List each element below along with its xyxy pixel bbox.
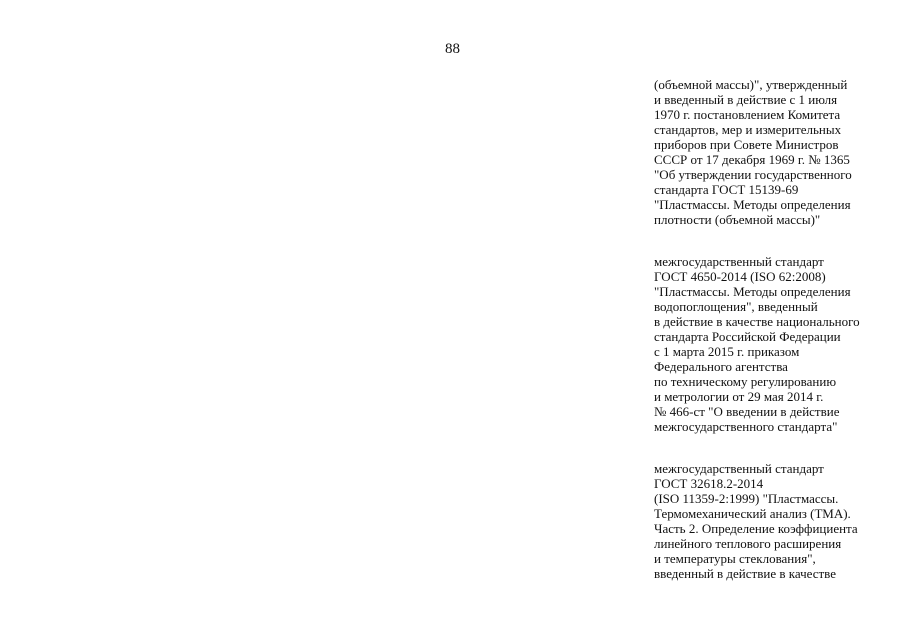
text-line: и введенный в действие с 1 июля bbox=[654, 92, 838, 107]
text-line: водопоглощения", введенный bbox=[654, 299, 818, 314]
text-line: введенный в действие в качестве bbox=[654, 566, 837, 581]
text-line: (объемной массы)", утвержденный bbox=[654, 77, 848, 92]
text-line: Часть 2. Определение коэффициента bbox=[654, 521, 858, 536]
text-line: Федерального агентства bbox=[654, 359, 788, 374]
text-line: "Пластмассы. Методы определения bbox=[654, 284, 851, 299]
text-line: ГОСТ 32618.2-2014 bbox=[654, 476, 764, 491]
text-line: 1970 г. постановлением Комитета bbox=[654, 107, 841, 122]
text-line: ГОСТ 4650-2014 (ISO 62:2008) bbox=[654, 269, 826, 284]
text-line: межгосударственный стандарт bbox=[654, 461, 824, 476]
text-line: "Об утверждении государственного bbox=[654, 167, 852, 182]
text-line: стандарта Российской Федерации bbox=[654, 329, 841, 344]
text-line: (ISO 11359-2:1999) "Пластмассы. bbox=[654, 491, 839, 506]
text-line: плотности (объемной массы)" bbox=[654, 212, 821, 227]
text-line: межгосударственного стандарта" bbox=[654, 419, 838, 434]
text-line: и метрологии от 29 мая 2014 г. bbox=[654, 389, 824, 404]
text-line: Термомеханический анализ (ТМА). bbox=[654, 506, 851, 521]
text-line: стандарта ГОСТ 15139-69 bbox=[654, 182, 799, 197]
text-line: приборов при Совете Министров bbox=[654, 137, 839, 152]
text-line: в действие в качестве национального bbox=[654, 314, 860, 329]
text-line: с 1 марта 2015 г. приказом bbox=[654, 344, 800, 359]
paragraph-gost-4650 bbox=[654, 254, 894, 434]
text-line: межгосударственный стандарт bbox=[654, 254, 824, 269]
text-line: стандартов, мер и измерительных bbox=[654, 122, 842, 137]
text-line: по техническому регулированию bbox=[654, 374, 837, 389]
text-line: № 466-ст "О введении в действие bbox=[654, 404, 840, 419]
page-number: 88 bbox=[445, 41, 460, 57]
paragraph-gost-32618 bbox=[654, 461, 894, 581]
text-line: СССР от 17 декабря 1969 г. № 1365 bbox=[654, 152, 850, 167]
paragraph-gost-15139 bbox=[654, 77, 894, 227]
text-line: линейного теплового расширения bbox=[654, 536, 842, 551]
text-line: "Пластмассы. Методы определения bbox=[654, 197, 851, 212]
text-line: и температуры стеклования", bbox=[654, 551, 816, 566]
text-column bbox=[654, 77, 894, 581]
